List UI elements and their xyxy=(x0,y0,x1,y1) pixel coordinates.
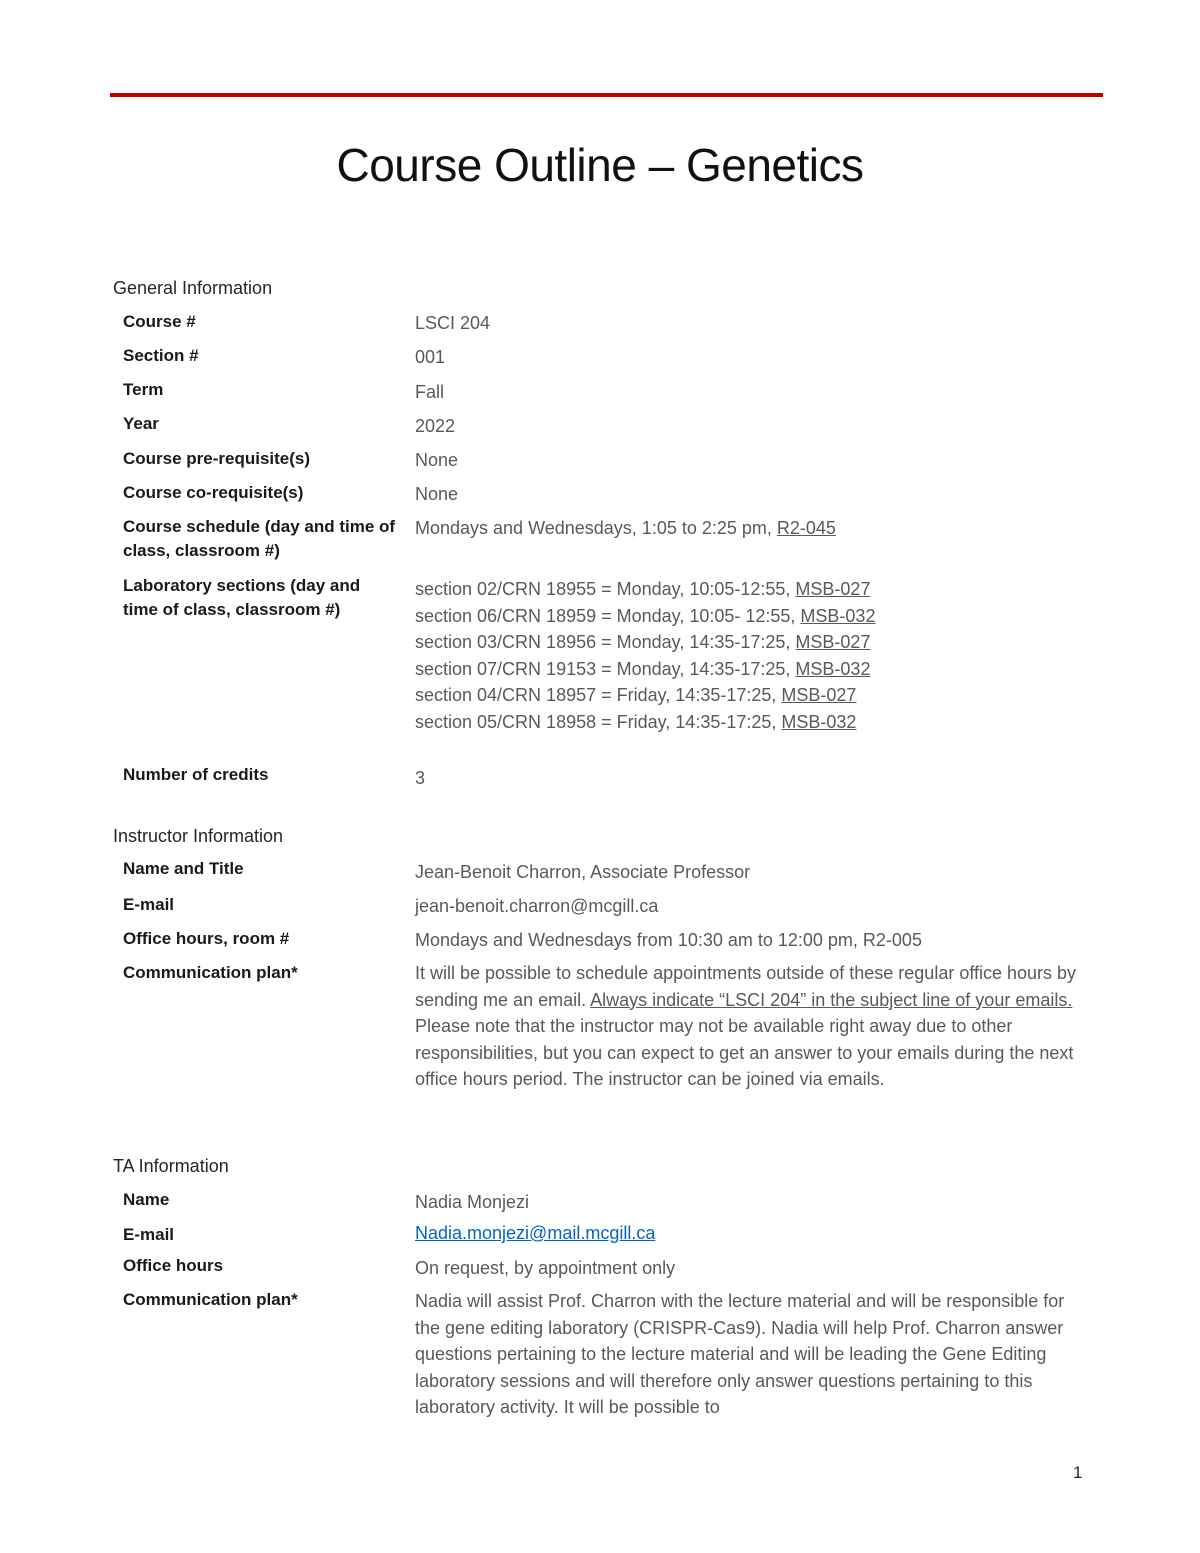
lab-section-row xyxy=(415,656,1095,683)
ta-name-value: Nadia Monjezi xyxy=(415,1192,530,1212)
course-number-label: Course # xyxy=(123,312,196,331)
lab-section-text: section 02/CRN 18955 = Monday, 10:05-12:55, xyxy=(415,579,796,599)
prerequisite-value: None xyxy=(415,450,459,470)
year-label: Year xyxy=(123,414,159,433)
instructor-comm-text-2: Please note that the instructor may not be available right away due to other responsibilities, but you can expect to get an answer to your emails during the next office hours period. The instructor can be joined via emails. xyxy=(415,1016,1074,1089)
year-value: 2022 xyxy=(415,416,456,436)
lab-sections-label: Laboratory sections (day and time of class, classroom #) xyxy=(123,576,361,619)
credits-value: 3 xyxy=(415,768,426,788)
lab-section-row xyxy=(415,576,1095,603)
lab-section-room: MSB-032 xyxy=(795,658,871,679)
corequisite-label: Course co-requisite(s) xyxy=(123,483,304,502)
lab-section-text: section 04/CRN 18957 = Friday, 14:35-17:25, xyxy=(415,685,782,705)
term-label: Term xyxy=(123,380,164,399)
instructor-comm-label: Communication plan* xyxy=(123,963,298,982)
lab-section-row xyxy=(415,629,1095,656)
section-number-label: Section # xyxy=(123,346,199,365)
corequisite-value: None xyxy=(415,484,459,504)
course-schedule-room: R2-045 xyxy=(776,518,836,538)
instructor-name-value: Jean-Benoit Charron, Associate Professor xyxy=(415,862,751,882)
lab-section-text: section 06/CRN 18959 = Monday, 10:05- 12:55, xyxy=(415,605,801,626)
ta-name-label: Name xyxy=(123,1190,170,1209)
general-info-heading: General Information xyxy=(113,278,273,298)
course-schedule-text: Mondays and Wednesdays, 1:05 to 2:25 pm, xyxy=(415,518,777,538)
term-value: Fall xyxy=(415,382,445,402)
course-number-value: LSCI 204 xyxy=(415,313,491,333)
instructor-office-value: Mondays and Wednesdays from 10:30 am to 12:00 pm, R2-005 xyxy=(415,930,922,950)
lab-section-text: section 03/CRN 18956 = Monday, 14:35-17:25, xyxy=(415,632,796,652)
lab-sections-list xyxy=(415,576,1095,735)
lab-section-room: MSB-032 xyxy=(781,711,857,732)
course-schedule-value xyxy=(415,515,1095,542)
lab-section-text: section 07/CRN 19153 = Monday, 14:35-17:25, xyxy=(415,658,796,679)
ta-office-label: Office hours xyxy=(123,1256,224,1275)
instructor-name-label: Name and Title xyxy=(123,859,244,878)
page-title: Course Outline – Genetics xyxy=(336,139,864,191)
ta-email-value xyxy=(415,1220,1095,1247)
instructor-comm-value xyxy=(415,960,1080,1093)
course-schedule-label: Course schedule (day and time of class, classroom #) xyxy=(123,517,396,560)
lab-section-room: MSB-027 xyxy=(781,685,857,705)
ta-email-label: E-mail xyxy=(123,1225,175,1244)
lab-section-row xyxy=(415,709,1095,736)
instructor-comm-emphasis: Always indicate “LSCI 204” in the subject line of your emails. xyxy=(590,989,1073,1010)
section-number-value: 001 xyxy=(415,347,446,367)
instructor-office-label: Office hours, room # xyxy=(123,929,290,948)
header-rule xyxy=(110,93,1103,97)
lab-section-row xyxy=(415,682,1095,709)
credits-label: Number of credits xyxy=(123,765,269,784)
lab-section-room: MSB-027 xyxy=(795,632,871,652)
lab-section-room: MSB-032 xyxy=(800,605,876,626)
page-number: 1 xyxy=(1073,1463,1083,1482)
instructor-info-heading: Instructor Information xyxy=(113,826,284,846)
instructor-comm-text: It will be possible to schedule appointments outside of these regular office hours by sending me an email. xyxy=(415,963,1077,1010)
instructor-email-value: jean-benoit.charron@mcgill.ca xyxy=(415,896,659,916)
ta-email-link[interactable]: Nadia.monjezi@mail.mcgill.ca xyxy=(415,1223,656,1243)
instructor-email-label: E-mail xyxy=(123,895,175,914)
lab-section-room: MSB-027 xyxy=(795,579,871,599)
prerequisite-label: Course pre-requisite(s) xyxy=(123,449,311,468)
ta-comm-label: Communication plan* xyxy=(123,1290,298,1309)
ta-comm-value: Nadia will assist Prof. Charron with the lecture material and will be responsible for the gene editing laboratory (CRISPR-Cas9). Nadia will help Prof. Charron answer questions pertaining to the lecture material and will be leading the Gene Editing laboratory sessions and will therefore only answer questions pertaining to this laboratory activity. It will be possible to xyxy=(415,1291,1065,1417)
ta-office-value: On request, by appointment only xyxy=(415,1258,676,1278)
ta-info-heading: TA Information xyxy=(113,1156,229,1176)
lab-section-row xyxy=(415,603,1095,630)
lab-section-text: section 05/CRN 18958 = Friday, 14:35-17:25, xyxy=(415,711,782,732)
